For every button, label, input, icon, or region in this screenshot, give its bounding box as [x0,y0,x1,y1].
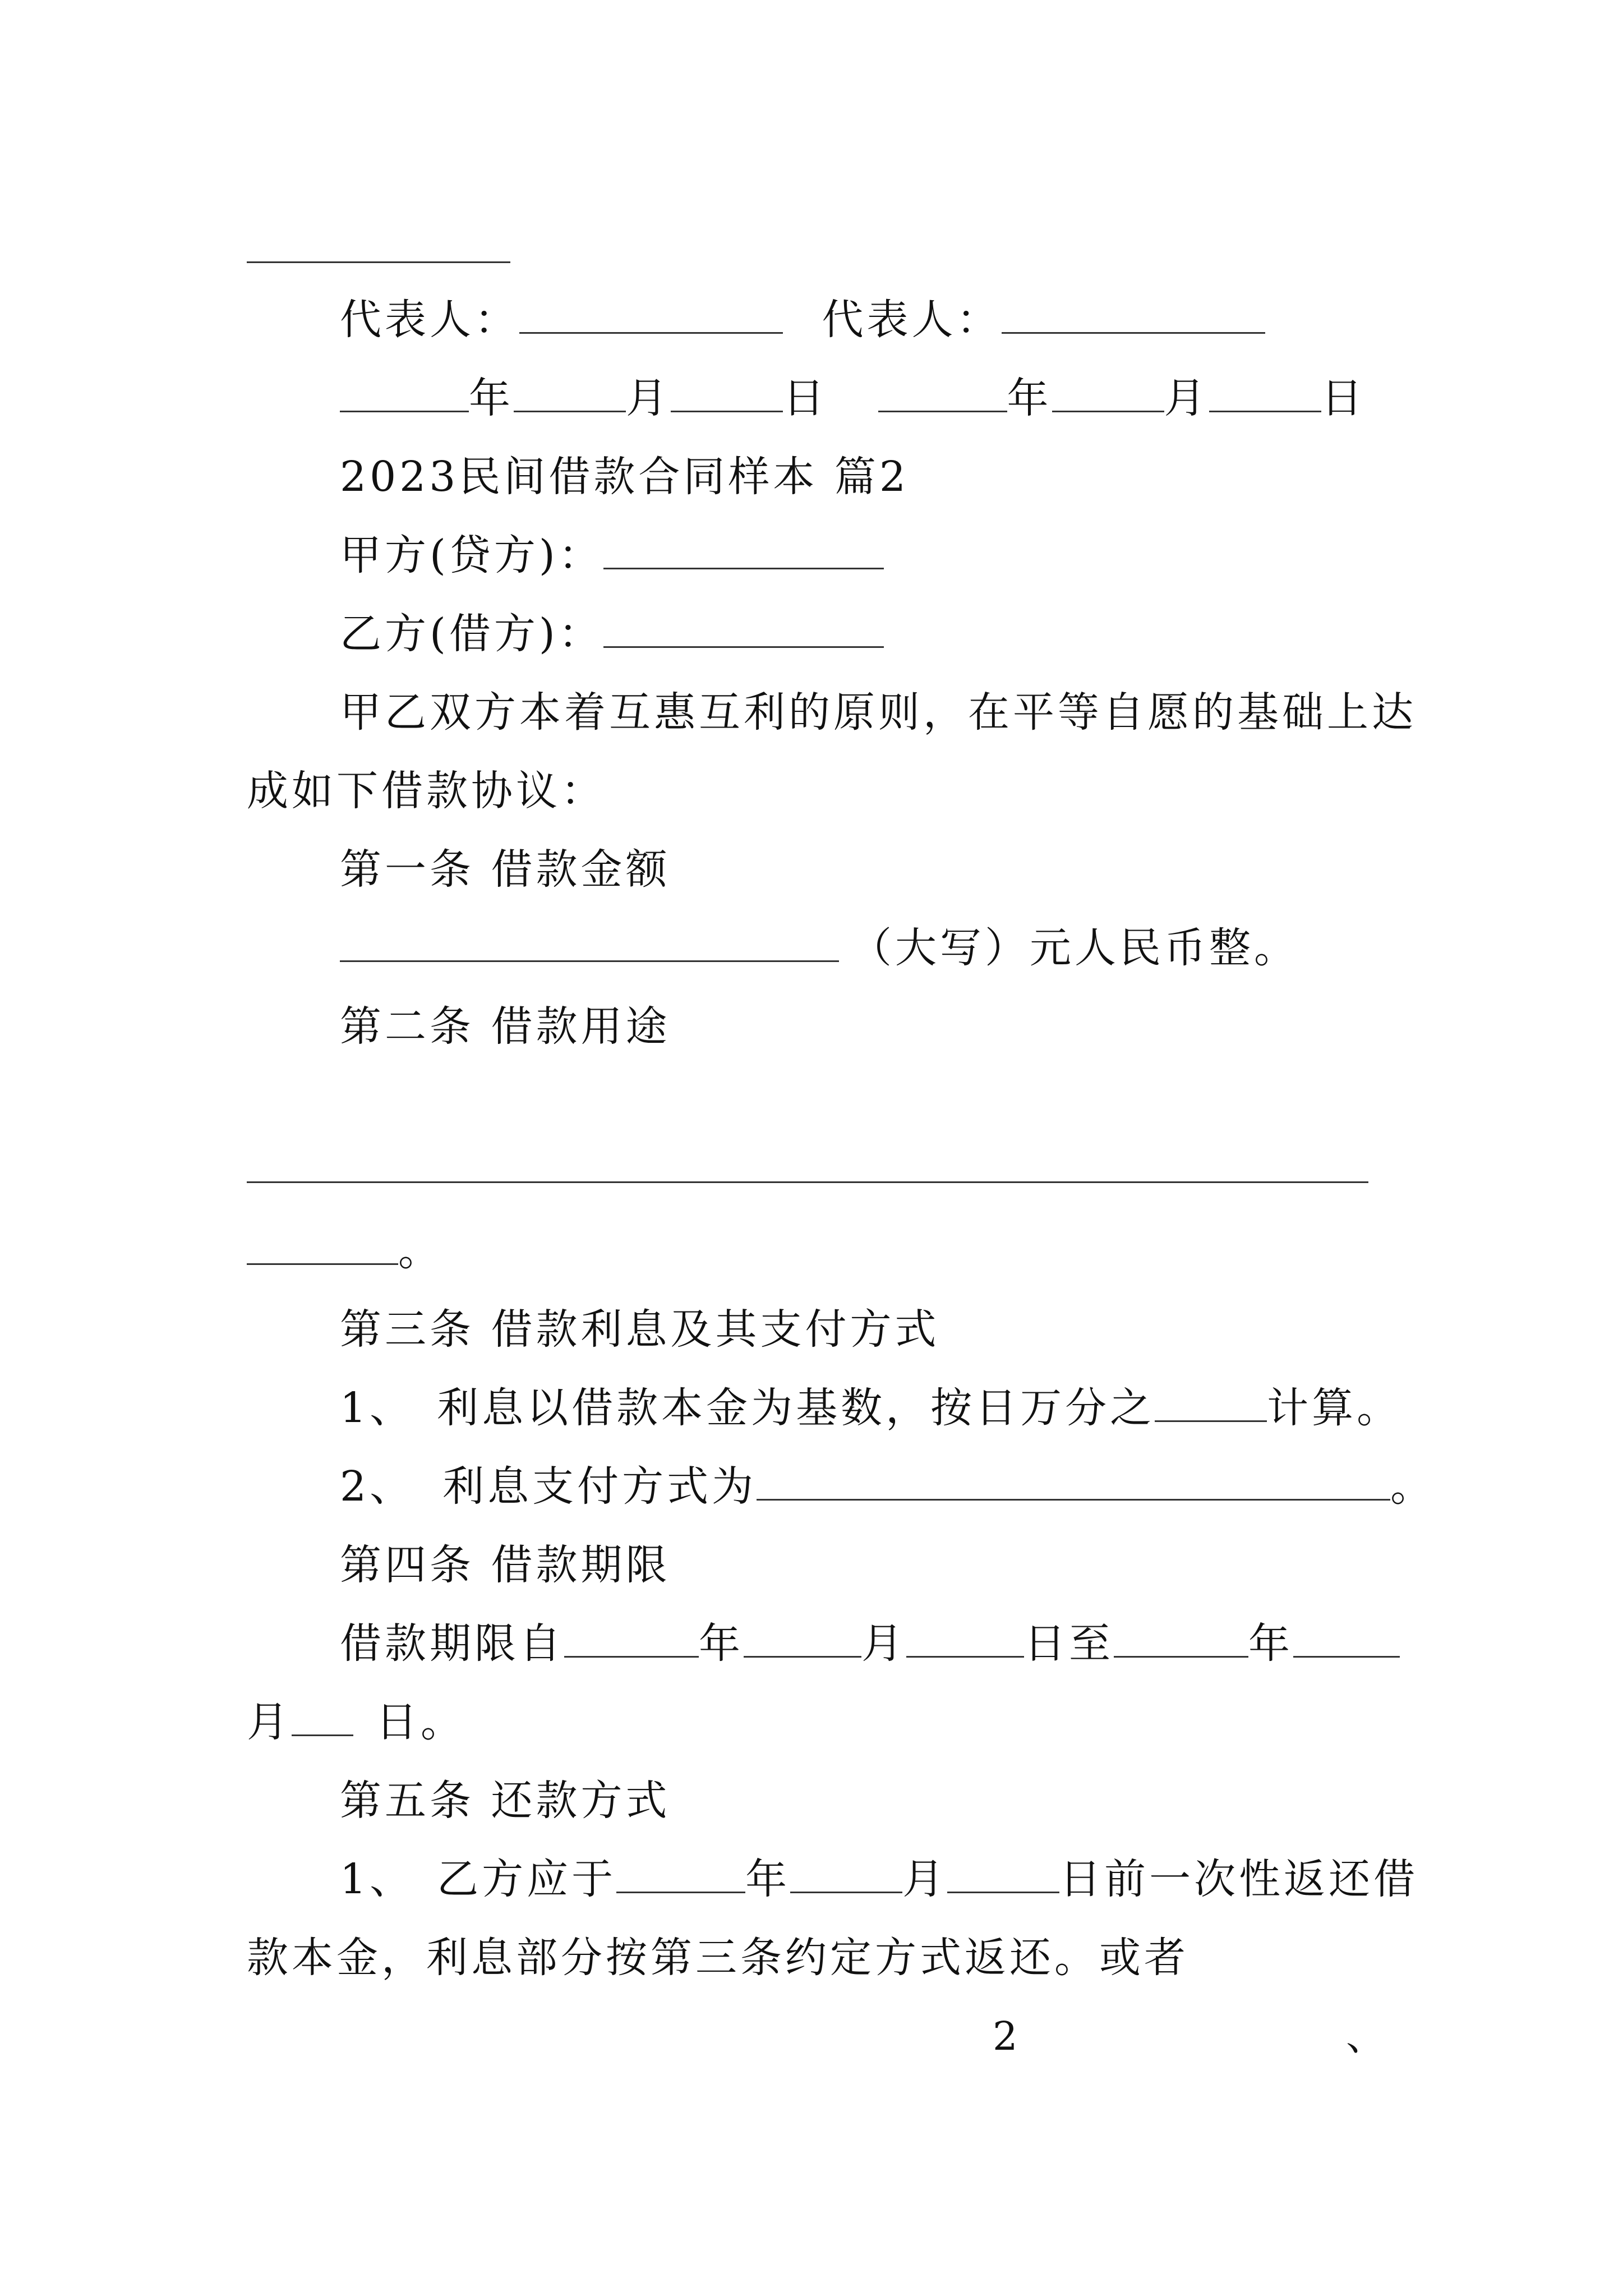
article-5-item-1 [340,1851,1418,1907]
term-start-day-blank[interactable] [906,1622,1024,1658]
rep-a-label: 代表人： [340,296,519,344]
footer-mark: 、 [1346,2013,1385,2059]
article-3-item-1 [340,1380,1401,1436]
party-b-line [340,606,884,662]
term-end-month-label: 月 [247,1698,292,1746]
interest-rate-end: 计算。 [1267,1384,1402,1432]
date-a-year-label: 年 [469,374,514,422]
date-a-month-label: 月 [626,374,671,422]
section-title: 2023民间借款合同样本 篇2 [340,453,909,501]
article-5-item-1-line-2: 款本金，利息部分按第三条约定方式返还。或者 [247,1934,1189,1982]
article-1-amount-line [340,920,1299,976]
purpose-blank-line-2[interactable] [247,1230,398,1265]
signature-date-line [340,370,1366,426]
payment-method-end: 。 [1390,1462,1436,1511]
article-3-title: 第三条 借款利息及其支付方式 [340,1305,940,1354]
top-blank-line [247,261,510,263]
rep-a-blank[interactable] [519,298,783,334]
loan-term-text: 借款期限自 [340,1619,564,1668]
date-a-month-blank[interactable] [514,377,626,412]
interest-rate-text: 利息以借款本金为基数，按日万分之 [437,1384,1155,1432]
loan-amount-blank[interactable] [340,927,839,962]
representative-line [340,292,1265,348]
term-end-year-blank[interactable] [1114,1622,1248,1658]
purpose-end-line [247,1223,443,1279]
repay-item-1-text: 乙方应于 [437,1855,617,1903]
date-a-day-label: 日 [783,374,828,422]
party-a-blank[interactable] [603,534,884,569]
article-2-title: 第二条 借款用途 [340,1002,671,1051]
term-end-day-label: 日。 [376,1698,465,1746]
party-a-label: 甲方(贷方)： [340,531,603,579]
term-start-month-blank[interactable] [744,1622,861,1658]
date-b-month-label: 月 [1164,374,1209,422]
term-start-month-label: 月 [861,1619,906,1668]
amount-suffix: （大写）元人民币整。 [850,924,1299,972]
intro-line-2: 成如下借款协议： [247,767,606,815]
item-2-number: 2、 [340,1462,415,1511]
rep-b-blank[interactable] [1002,298,1265,334]
party-a-line [340,527,884,583]
payment-method-blank[interactable] [757,1465,1390,1501]
date-b-day-label: 日 [1321,374,1366,422]
repay-month-blank[interactable] [790,1858,902,1893]
intro-line-1: 甲乙双方本着互惠互利的原则，在平等自愿的基础上达 [340,688,1417,737]
purpose-blank-line-1[interactable] [247,1181,1368,1183]
repay-item-1-end: 日前一次性返还借 [1059,1855,1419,1903]
date-b-day-blank[interactable] [1209,377,1321,412]
term-to-label: 日至 [1024,1619,1114,1668]
date-b-year-blank[interactable] [878,377,1007,412]
purpose-end-mark: 。 [398,1227,443,1275]
term-end-year-label: 年 [1248,1619,1293,1668]
term-end-day-blank[interactable] [292,1701,353,1736]
repay-day-blank[interactable] [947,1858,1059,1893]
item-1-number: 1、 [340,1384,415,1432]
date-a-day-blank[interactable] [671,377,783,412]
page-number: 2 [993,2013,1018,2059]
article-4-title: 第四条 借款期限 [340,1541,671,1589]
repay-year-blank[interactable] [616,1858,745,1893]
term-start-year-label: 年 [699,1619,744,1668]
date-a-year-blank[interactable] [340,377,469,412]
repay-month-label: 月 [902,1855,948,1903]
article-5-title: 第五条 还款方式 [340,1777,671,1825]
loan-term-line-1 [340,1616,1400,1672]
loan-term-line-2 [247,1694,465,1750]
interest-rate-blank[interactable] [1155,1387,1267,1422]
payment-method-text: 利息支付方式为 [442,1462,757,1511]
term-start-year-blank[interactable] [564,1622,699,1658]
party-b-label: 乙方(借方)： [340,610,603,658]
party-b-blank[interactable] [603,613,884,648]
article-3-item-2 [340,1458,1435,1515]
term-end-month-blank[interactable] [1293,1622,1400,1658]
date-b-month-blank[interactable] [1052,377,1164,412]
rep-b-label: 代表人： [822,296,1002,344]
date-b-year-label: 年 [1007,374,1052,422]
repay-item-1-number: 1、 [340,1855,415,1903]
article-1-title: 第一条 借款金额 [340,845,671,894]
repay-year-label: 年 [745,1855,791,1903]
